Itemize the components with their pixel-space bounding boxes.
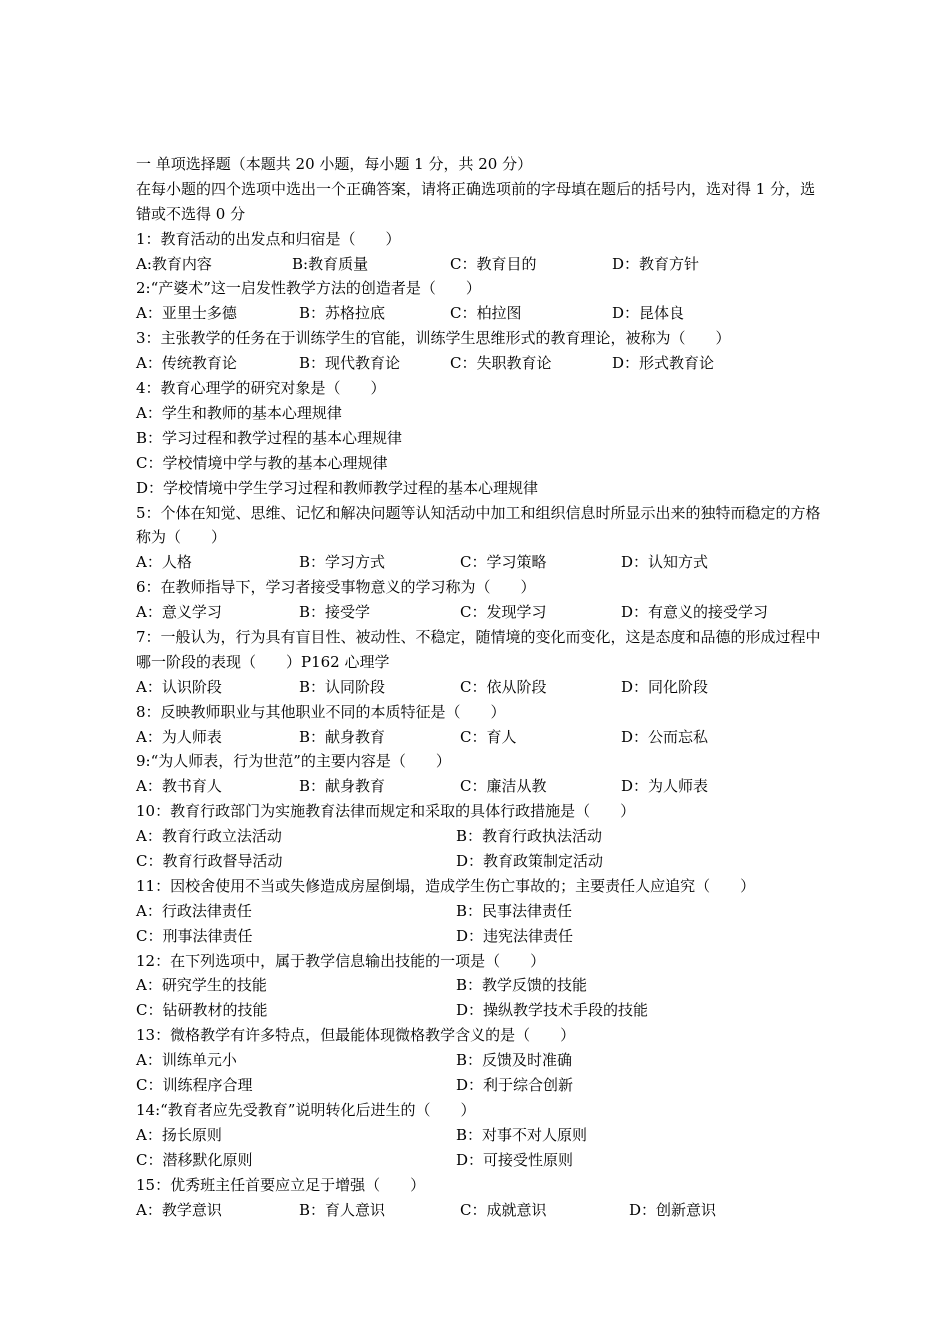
option-d: D：昆体良 [612, 304, 685, 323]
option-c: C：成就意识 [460, 1200, 547, 1219]
options-row [136, 849, 826, 874]
options-row [136, 1123, 826, 1148]
options-row [136, 824, 826, 849]
option-b: B:教育质量 [292, 254, 369, 273]
question-stem: 15：优秀班主任首要应立足于增强（ ） [136, 1175, 426, 1194]
options-row [136, 252, 826, 277]
options-row [136, 725, 826, 750]
options-row [136, 924, 826, 949]
question-stem: 5：个体在知觉、思维、记忆和解决问题等认知活动中加工和组织信息时所显示出来的独特而稳定的方格称为（ ） [136, 503, 821, 547]
option-d: D：违宪法律责任 [456, 926, 574, 945]
option-a: A：为人师表 [136, 727, 222, 746]
option-c: C：教育行政督导活动 [136, 852, 283, 871]
section-instructions: 在每小题的四个选项中选出一个正确答案，请将正确选项前的字母填在题后的括号内，选对得 1 分，选错或不选得 0 分 [136, 179, 816, 223]
option-a: A：认识阶段 [136, 677, 222, 696]
option-b: B：献身教育 [299, 777, 386, 796]
option-c: C：训练程序合理 [136, 1076, 253, 1095]
option-c: C：柏拉图 [450, 304, 522, 323]
option-b: B：现代教育论 [299, 354, 401, 373]
option-a: A：教育行政立法活动 [136, 827, 282, 846]
option-a: A:教育内容 [136, 254, 212, 273]
option-d: D：认知方式 [621, 553, 709, 572]
options-row [136, 301, 826, 326]
options-row [136, 351, 826, 376]
option-c: C：钻研教材的技能 [136, 1001, 268, 1020]
question-stem: 2:“产婆术”这一启发性教学方法的创造者是（ ） [136, 279, 481, 298]
option-a: A：人格 [136, 553, 192, 572]
option-a: A：训练单元小 [136, 1051, 237, 1070]
option-d: D：同化阶段 [621, 677, 709, 696]
option-c: C：廉洁从教 [460, 777, 547, 796]
option-b: B：认同阶段 [299, 677, 386, 696]
option-c: C：发现学习 [460, 603, 547, 622]
option-b: B：苏格拉底 [299, 304, 386, 323]
option-a: A：意义学习 [136, 603, 222, 622]
option-b: B：学习过程和教学过程的基本心理规律 [136, 428, 403, 447]
options-row [136, 1148, 826, 1173]
document-page [136, 152, 826, 1222]
section-heading: 一 单项选择题（本题共 20 小题，每小题 1 分，共 20 分） [136, 155, 533, 173]
options-row [136, 600, 826, 625]
option-c: C：教育目的 [450, 254, 537, 273]
question-stem: 6：在教师指导下，学习者接受事物意义的学习称为（ ） [136, 578, 536, 597]
options-row [136, 774, 826, 799]
option-d: D：学校情境中学生学习过程和教师教学过程的基本心理规律 [136, 478, 539, 497]
option-c: C：刑事法律责任 [136, 926, 253, 945]
option-b: B：教学反馈的技能 [456, 976, 588, 995]
option-c: C：失职教育论 [450, 354, 552, 373]
option-a: A：行政法律责任 [136, 901, 252, 920]
option-b: B：反馈及时准确 [456, 1051, 573, 1070]
question-stem: 1：教育活动的出发点和归宿是（ ） [136, 229, 401, 248]
option-c: C：学校情境中学与教的基本心理规律 [136, 453, 388, 472]
options-row [136, 550, 826, 575]
option-b: B：教育行政执法活动 [456, 827, 603, 846]
option-a: A：亚里士多德 [136, 304, 237, 323]
option-b: B：献身教育 [299, 727, 386, 746]
option-a: A：传统教育论 [136, 354, 237, 373]
options-row [136, 675, 826, 700]
option-c: C：学习策略 [460, 553, 547, 572]
question-stem: 14:“教育者应先受教育”说明转化后进生的（ ） [136, 1100, 476, 1119]
option-c: C：潜移默化原则 [136, 1150, 253, 1169]
option-a: A：学生和教师的基本心理规律 [136, 403, 342, 422]
options-row [136, 998, 826, 1023]
question-stem: 10：教育行政部门为实施教育法律而规定和采取的具体行政措施是（ ） [136, 802, 636, 821]
question-stem: 3：主张教学的任务在于训练学生的官能，训练学生思维形式的教育理论，被称为（ ） [136, 329, 731, 348]
options-row [136, 899, 826, 924]
option-a: A：研究学生的技能 [136, 976, 267, 995]
option-d: D：操纵教学技术手段的技能 [456, 1001, 649, 1020]
option-d: D：利于综合创新 [456, 1076, 574, 1095]
question-stem: 8：反映教师职业与其他职业不同的本质特征是（ ） [136, 702, 506, 721]
option-b: B：学习方式 [299, 553, 386, 572]
option-d: D：公而忘私 [621, 727, 709, 746]
option-d: D：教育政策制定活动 [456, 852, 604, 871]
option-b: B：育人意识 [299, 1200, 386, 1219]
option-d: D：教育方针 [612, 254, 700, 273]
option-c: C：育人 [460, 727, 517, 746]
options-row [136, 1048, 826, 1073]
option-d: D：形式教育论 [612, 354, 715, 373]
option-b: B：接受学 [299, 603, 371, 622]
question-stem: 12：在下列选项中，属于教学信息输出技能的一项是（ ） [136, 951, 546, 970]
question-stem: 7：一般认为，行为具有盲目性、被动性、不稳定，随情境的变化而变化，这是态度和品德的形成过程中哪一阶段的表现（ ）P162 心理学 [136, 627, 821, 671]
option-b: B：对事不对人原则 [456, 1125, 588, 1144]
options-row [136, 1073, 826, 1098]
options-row [136, 973, 826, 998]
question-stem: 11：因校舍使用不当或失修造成房屋倒塌，造成学生伤亡事故的；主要责任人应追究（ ） [136, 876, 756, 895]
option-d: D：可接受性原则 [456, 1150, 574, 1169]
question-stem: 13：微格教学有许多特点，但最能体现微格教学含义的是（ ） [136, 1026, 576, 1045]
question-stem: 9:“为人师表，行为世范”的主要内容是（ ） [136, 752, 451, 771]
question-stem: 4：教育心理学的研究对象是（ ） [136, 379, 386, 398]
option-b: B：民事法律责任 [456, 901, 573, 920]
option-d: D：创新意识 [629, 1200, 717, 1219]
option-d: D：为人师表 [621, 777, 709, 796]
option-c: C：依从阶段 [460, 677, 547, 696]
option-a: A：教学意识 [136, 1200, 222, 1219]
option-a: A：扬长原则 [136, 1125, 222, 1144]
option-a: A：教书育人 [136, 777, 222, 796]
option-d: D：有意义的接受学习 [621, 603, 769, 622]
options-row [136, 1198, 826, 1223]
